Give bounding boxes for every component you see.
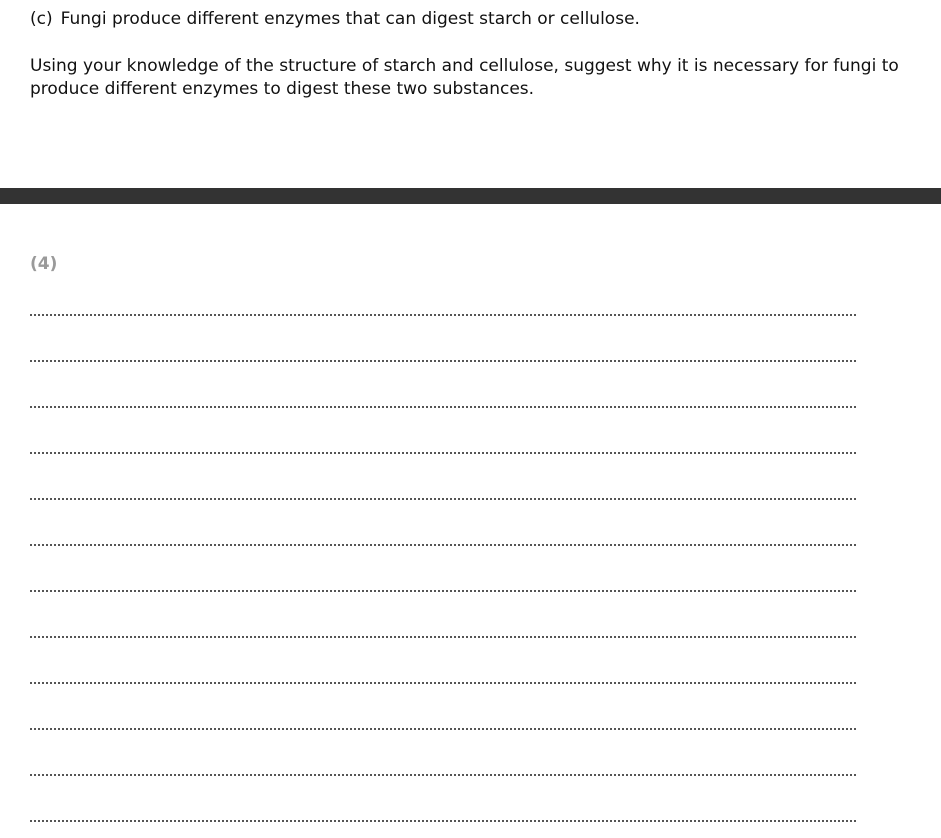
answer-line[interactable] — [30, 498, 856, 500]
answer-line[interactable] — [30, 314, 856, 316]
question-prompt: Using your knowledge of the structure of starch and cellulose, suggest why it is necessary for fungi to produce different enzymes to digest these two substances. — [30, 56, 899, 99]
section-divider-bar — [0, 188, 941, 204]
answer-line[interactable] — [30, 820, 856, 822]
answer-line[interactable] — [30, 728, 856, 730]
answer-line[interactable] — [30, 360, 856, 362]
answer-line[interactable] — [30, 682, 856, 684]
question-heading — [30, 8, 640, 31]
marks-allocation: (4) — [30, 254, 58, 274]
answer-line[interactable] — [30, 636, 856, 638]
question-heading-text: Fungi produce different enzymes that can digest starch or cellulose. — [60, 9, 640, 29]
answer-line[interactable] — [30, 406, 856, 408]
answer-line[interactable] — [30, 544, 856, 546]
answer-line[interactable] — [30, 590, 856, 592]
answer-line[interactable] — [30, 774, 856, 776]
question-part-label: (c) — [30, 9, 53, 29]
answer-line[interactable] — [30, 452, 856, 454]
